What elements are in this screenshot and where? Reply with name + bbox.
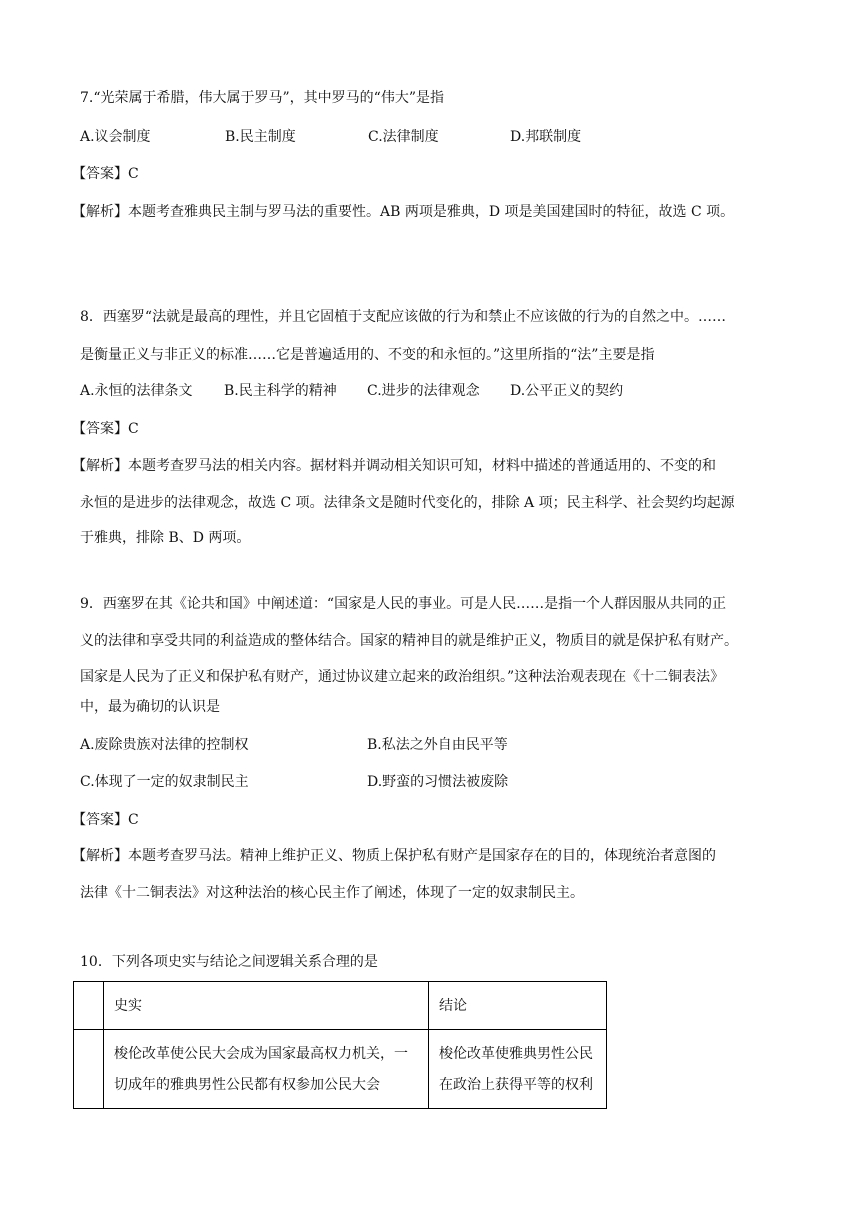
table-cell-conclusion: 梭伦改革使雅典男性公民在政治上获得平等的权利 bbox=[429, 1030, 607, 1109]
q8-analysis-line-1: 【解析】本题考查罗马法的相关内容。据材料并调动相关知识可知，材料中描述的普通适用的、不变的和 bbox=[72, 458, 716, 474]
q7-answer: 【答案】C bbox=[72, 166, 139, 182]
table-header-fact: 史实 bbox=[104, 982, 429, 1030]
q9-stem-line-2: 义的法律和享受共同的利益造成的整体结合。国家的精神目的就是维护正义，物质目的就是保护私有财产。 bbox=[80, 633, 738, 649]
table-header-row bbox=[74, 982, 607, 1030]
q9-option-c: C.体现了一定的奴隶制民主 bbox=[80, 774, 249, 790]
q10-stem: 10．下列各项史实与结论之间逻辑关系合理的是 bbox=[80, 954, 378, 970]
q9-analysis-line-1: 【解析】本题考查罗马法。精神上维护正义、物质上保护私有财产是国家存在的目的，体现统治者意图的 bbox=[72, 848, 716, 864]
table-header-index bbox=[74, 982, 104, 1030]
q8-option-d: D.公平正义的契约 bbox=[510, 383, 624, 399]
table-cell-fact: 梭伦改革使公民大会成为国家最高权力机关，一切成年的雅典男性公民都有权参加公民大会 bbox=[104, 1030, 429, 1109]
q10-table bbox=[73, 981, 607, 1109]
q7-stem: 7.“光荣属于希腊，伟大属于罗马”，其中罗马的“伟大”是指 bbox=[80, 90, 444, 106]
q7-option-b: B.民主制度 bbox=[225, 129, 296, 145]
q8-analysis-line-2: 永恒的是进步的法律观念，故选 C 项。法律条文是随时代变化的，排除 A 项；民主科学、社会契约均起源 bbox=[80, 495, 735, 511]
table-header-conclusion: 结论 bbox=[429, 982, 607, 1030]
q7-option-a: A.议会制度 bbox=[80, 129, 151, 145]
q7-option-c: C.法律制度 bbox=[368, 129, 439, 145]
q9-stem-line-4: 中，最为确切的认识是 bbox=[80, 699, 220, 715]
q9-stem-line-1: 9．西塞罗在其《论共和国》中阐述道：“国家是人民的事业。可是人民……是指一个人群因服从共同的正 bbox=[80, 596, 727, 612]
q8-option-a: A.永恒的法律条文 bbox=[80, 383, 193, 399]
q9-analysis-line-2: 法律《十二铜表法》对这种法治的核心民主作了阐述，体现了一定的奴隶制民主。 bbox=[80, 885, 584, 901]
q8-option-c: C.进步的法律观念 bbox=[367, 383, 480, 399]
q8-stem-line-2: 是衡量正义与非正义的标准……它是普遍适用的、不变的和永恒的。”这里所指的“法”主要是指 bbox=[80, 347, 655, 363]
q9-option-b: B.私法之外自由民平等 bbox=[367, 737, 508, 753]
q9-stem-line-3: 国家是人民为了正义和保护私有财产，通过协议建立起来的政治组织。”这种法治观表现在《十二铜表法》 bbox=[80, 669, 725, 685]
q8-analysis-line-3: 于雅典，排除 B、D 两项。 bbox=[80, 530, 251, 546]
q8-stem-line-1: 8．西塞罗“法就是最高的理性，并且它固植于支配应该做的行为和禁止不应该做的行为的自然之中。…… bbox=[80, 309, 727, 325]
q9-answer: 【答案】C bbox=[72, 812, 139, 828]
q7-option-d: D.邦联制度 bbox=[510, 129, 582, 145]
q8-answer: 【答案】C bbox=[72, 421, 139, 437]
q7-analysis: 【解析】本题考查雅典民主制与罗马法的重要性。AB 两项是雅典，D 项是美国建国时的特征，故选 C 项。 bbox=[72, 204, 735, 220]
table-cell-index bbox=[74, 1030, 104, 1109]
q9-option-d: D.野蛮的习惯法被废除 bbox=[367, 774, 509, 790]
q9-option-a: A.废除贵族对法律的控制权 bbox=[80, 737, 249, 753]
q8-option-b: B.民主科学的精神 bbox=[224, 383, 337, 399]
table-row bbox=[74, 1030, 607, 1109]
